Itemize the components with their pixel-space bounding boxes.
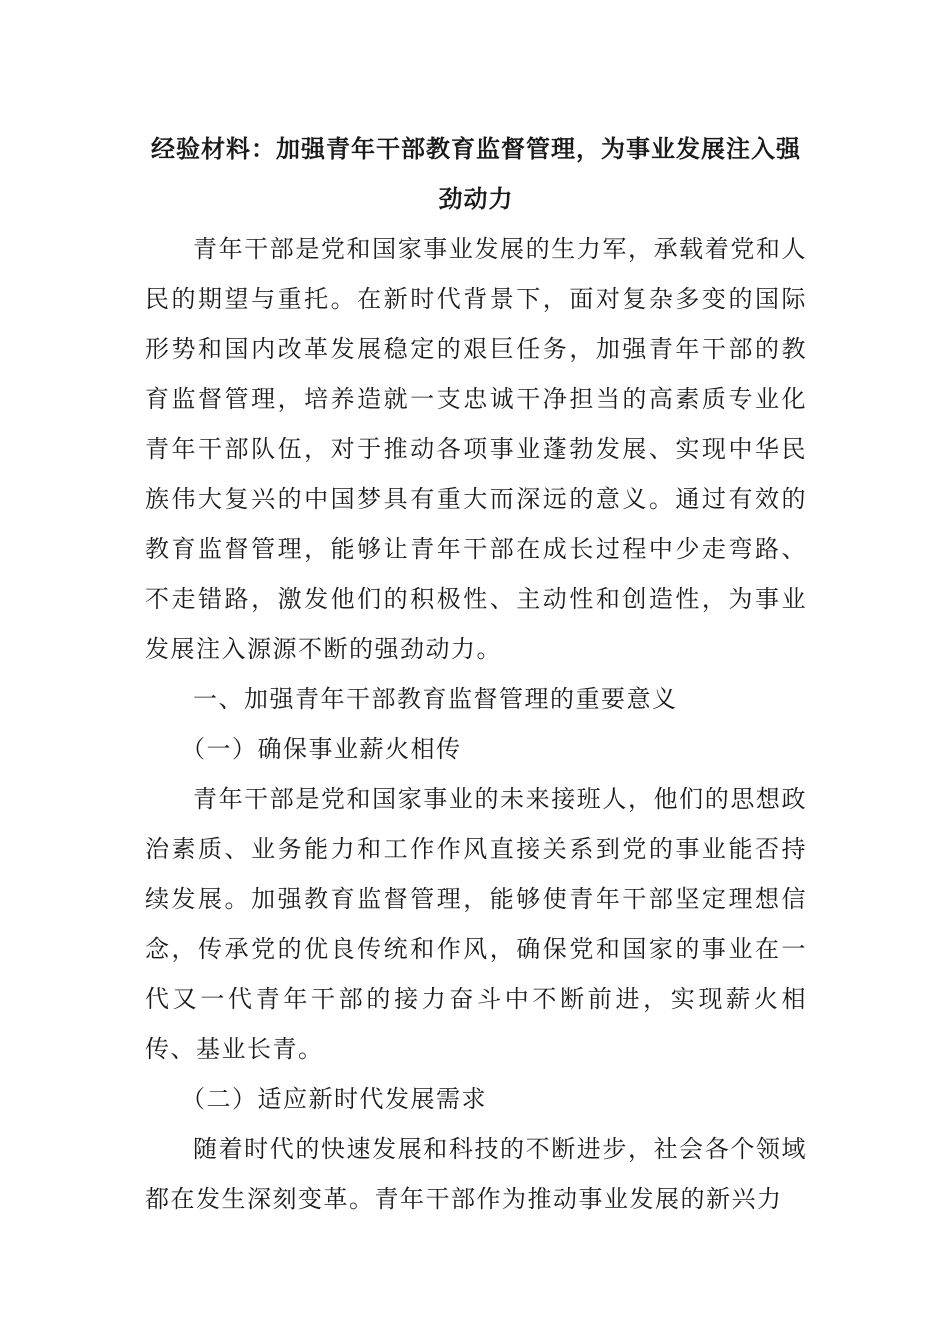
section-heading-1: 一、加强青年干部教育监督管理的重要意义 bbox=[193, 685, 678, 713]
document-title: 经验材料：加强青年干部教育监督管理，为事业发展注入强劲动力 bbox=[151, 135, 801, 213]
subsection-heading-2: （二）适应新时代发展需求 bbox=[181, 1085, 487, 1113]
document-body bbox=[145, 124, 807, 1224]
intro-paragraph: 青年干部是党和国家事业发展的生力军，承载着党和人民的期望与重托。在新时代背景下，面对复杂多变的国际形势和国内改革发展稳定的艰巨任务，加强青年干部的教育监督管理，培养造就一支忠诚干净担当的高素质专业化青年干部队伍，对于推动各项事业蓬勃发展、实现中华民族伟大复兴的中国梦具有重大而深远的意义。通过有效的教育监督管理，能够让青年干部在成长过程中少走弯路、不走错路，激发他们的积极性、主动性和创造性，为事业发展注入源源不断的强劲动力。 bbox=[145, 235, 807, 663]
subsection-2-paragraph: 随着时代的快速发展和科技的不断进步，社会各个领域都在发生深刻变革。青年干部作为推动事业发展的新兴力 bbox=[145, 1135, 807, 1213]
subsection-heading-1: （一）确保事业薪火相传 bbox=[181, 735, 462, 763]
subsection-1-paragraph: 青年干部是党和国家事业的未来接班人，他们的思想政治素质、业务能力和工作作风直接关系到党的事业能否持续发展。加强教育监督管理，能够使青年干部坚定理想信念，传承党的优良传统和作风，确保党和国家的事业在一代又一代青年干部的接力奋斗中不断前进，实现薪火相传、基业长青。 bbox=[145, 785, 807, 1063]
